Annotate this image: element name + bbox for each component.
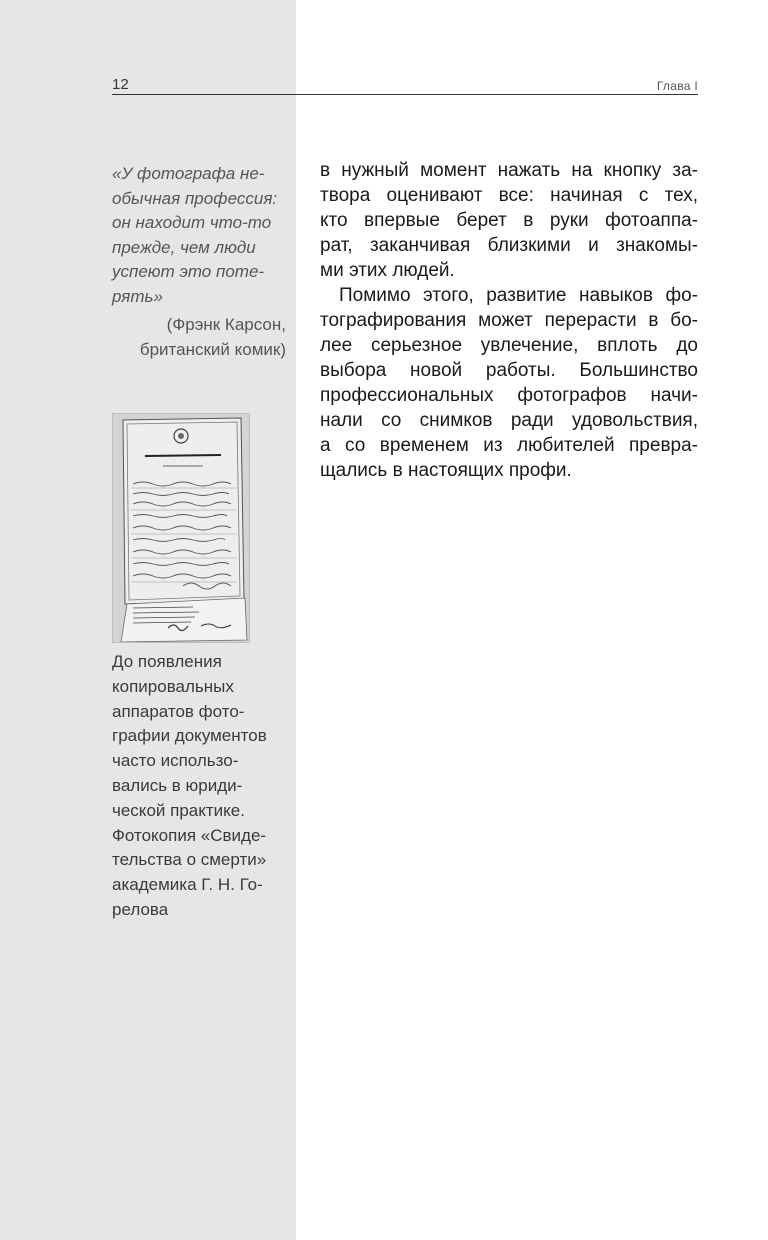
quote-line: он находит что-то: [112, 213, 272, 232]
body-line: лее серьезное увлечение, вплоть до: [320, 335, 698, 356]
certificate-image: [113, 414, 249, 642]
body-line: твора оценивают все: начиная с тех,: [320, 185, 698, 206]
caption-line: графии документов: [112, 726, 267, 746]
photo-caption: [112, 650, 288, 923]
caption-line: релова: [112, 899, 169, 919]
body-line: кто впервые берет в руки фотоаппа-: [320, 210, 698, 231]
epigraph-quote: [112, 162, 286, 309]
caption-line: часто использо-: [112, 751, 239, 771]
page-number: 12: [112, 76, 129, 93]
quote-attribution: [112, 313, 286, 362]
body-paragraph-1: [320, 158, 698, 283]
body-line: нали со снимков ради удовольствия,: [320, 410, 698, 431]
body-line: рат, заканчивая близкими и знакомы-: [320, 235, 698, 256]
caption-line: До появления: [112, 652, 222, 671]
attribution-line: (Фрэнк Карсон,: [166, 315, 286, 334]
body-line: ми этих людей.: [320, 260, 455, 281]
caption-line: ческой практике.: [112, 800, 245, 820]
quote-line: рять»: [112, 286, 163, 306]
attribution-line: британский комик): [139, 339, 286, 359]
death-certificate-photo: [112, 413, 250, 643]
caption-line: копировальных: [112, 676, 234, 696]
body-line: а со временем из любителей превра-: [320, 435, 698, 456]
caption-line: Фотокопия «Свиде-: [112, 825, 267, 845]
body-line: щались в настоящих профи.: [320, 460, 572, 481]
caption-line: академика Г. Н. Го-: [112, 875, 263, 895]
chapter-title: Глава I: [656, 79, 698, 93]
quote-line: обычная профессия:: [112, 188, 278, 208]
main-body-text: [320, 158, 698, 483]
body-paragraph-2: [320, 283, 698, 483]
body-line: профессиональных фотографов начи-: [320, 385, 698, 406]
quote-line: «У фотографа не-: [112, 164, 265, 183]
body-line: выбора новой работы. Большинство: [320, 360, 698, 381]
running-header: [112, 74, 698, 95]
quote-line: прежде, чем люди: [112, 237, 256, 257]
caption-line: вались в юриди-: [112, 775, 243, 795]
body-line: в нужный момент нажать на кнопку за-: [320, 160, 698, 181]
quote-line: успеют это поте-: [112, 262, 265, 281]
body-line: тографирования может перерасти в бо-: [320, 310, 698, 331]
caption-line: тельства о смерти»: [112, 850, 267, 870]
caption-line: аппаратов фото-: [112, 701, 245, 721]
body-line: Помимо этого, развитие навыков фо-: [339, 285, 698, 306]
